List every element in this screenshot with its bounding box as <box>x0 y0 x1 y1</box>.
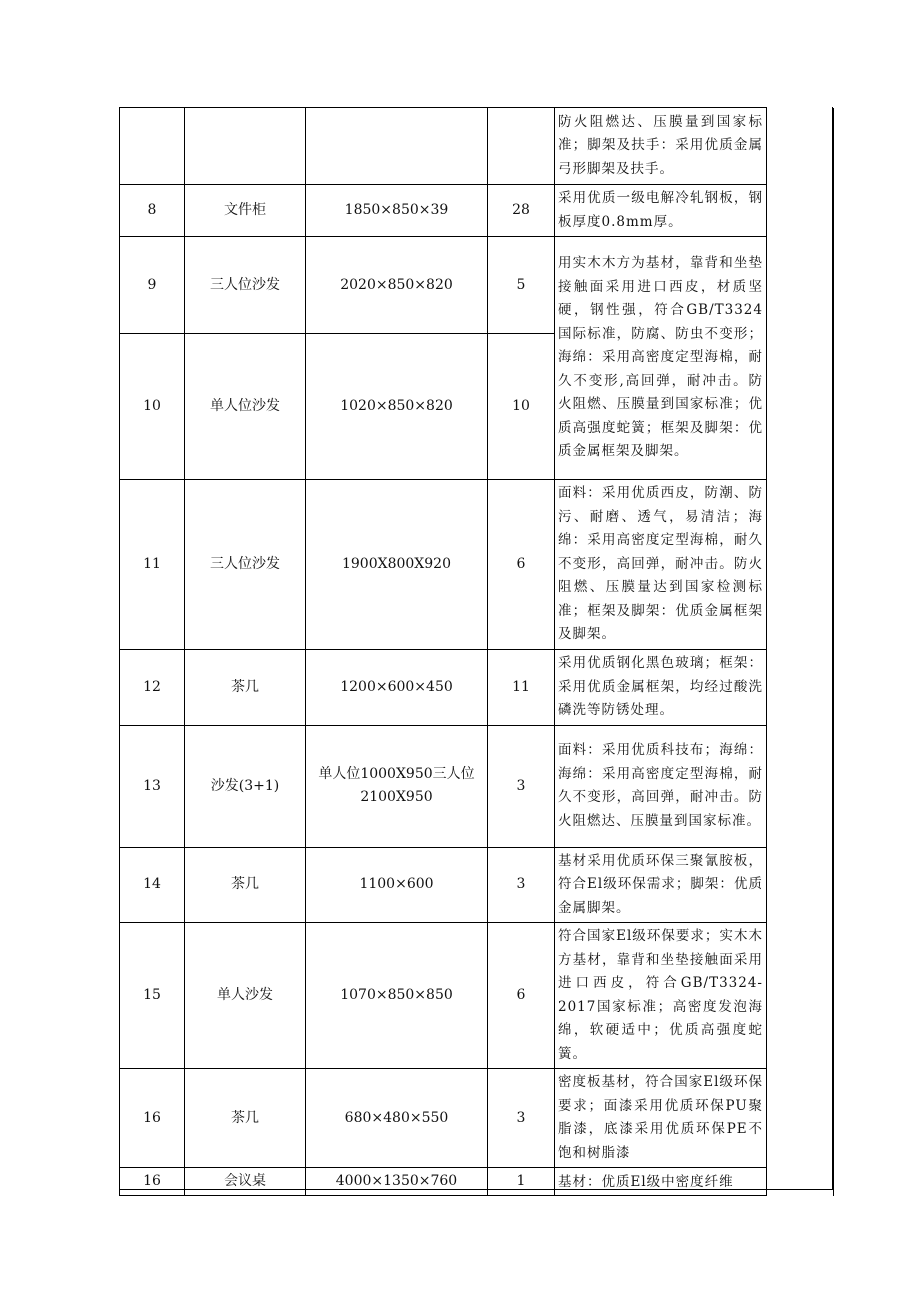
cell-qty: 3 <box>488 847 555 923</box>
table-row <box>120 237 834 334</box>
cell-desc: 面料：采用优质西皮，防潮、防污、耐磨、透气，易清洁；海绵：采用高密度定型海棉，耐久不变形，高回弹，耐冲击。防火阻燃、压膜量达到国家检测标准；框架及脚架：优质金属框架及脚架。 <box>555 480 767 650</box>
cell-name <box>185 108 306 185</box>
table-row <box>120 185 834 237</box>
cell-size: 1020×850×820 <box>306 334 488 480</box>
cell-extra <box>767 847 834 923</box>
cell-size: 单人位1000X950三人位2100X950 <box>306 725 488 847</box>
cell-desc: 符合国家El级环保要求；实木木方基材，靠背和坐垫接触面采用进口西皮，符合GB/T3324-2017国家标准；高密度发泡海绵，软硬适中；优质高强度蛇簧。 <box>555 923 767 1069</box>
cell-extra <box>767 108 834 185</box>
cell-extra <box>767 480 834 650</box>
cell-qty: 28 <box>488 185 555 237</box>
table-row <box>120 650 834 726</box>
cell-name: 单人沙发 <box>185 923 306 1069</box>
cell-name: 茶几 <box>185 650 306 726</box>
cell-extra <box>767 1069 834 1168</box>
cell-desc: 采用优质钢化黑色玻璃；框架：采用优质金属框架，均经过酸洗磷洗等防锈处理。 <box>555 650 767 726</box>
cell-name: 三人位沙发 <box>185 480 306 650</box>
cell-qty: 6 <box>488 480 555 650</box>
cell-size <box>306 108 488 185</box>
cell-size: 4000×1350×760 <box>306 1168 488 1196</box>
cell-no: 10 <box>120 334 185 480</box>
table-row <box>120 108 834 185</box>
cell-qty <box>488 108 555 185</box>
cell-qty: 10 <box>488 334 555 480</box>
cell-size: 1100×600 <box>306 847 488 923</box>
cell-no: 13 <box>120 725 185 847</box>
cell-qty: 5 <box>488 237 555 334</box>
cell-desc: 面料：采用优质科技布；海绵：海绵：采用高密度定型海棉，耐久不变形，高回弹，耐冲击。防火阻燃达、压膜量到国家标准。 <box>555 725 767 847</box>
cell-qty: 3 <box>488 725 555 847</box>
cell-name: 单人位沙发 <box>185 334 306 480</box>
cell-size: 1070×850×850 <box>306 923 488 1069</box>
cell-extra <box>767 185 834 237</box>
cell-no <box>120 108 185 185</box>
table-row <box>120 923 834 1069</box>
cell-size: 2020×850×820 <box>306 237 488 334</box>
cell-size: 1200×600×450 <box>306 650 488 726</box>
cell-desc: 采用优质一级电解冷轧钢板，钢板厚度0.8mm厚。 <box>555 185 767 237</box>
cell-name: 会议桌 <box>185 1168 306 1196</box>
cell-extra <box>767 923 834 1069</box>
cell-qty: 1 <box>488 1168 555 1196</box>
cell-desc: 用实木木方为基材，靠背和坐垫接触面采用进口西皮，材质坚硬，钢性强，符合GB/T3324国际标准，防腐、防虫不变形；海绵：采用高密度定型海棉，耐久不变形,高回弹，耐冲击。防火阻燃、压膜量到国家标准；优质高强度蛇簧；框架及脚架：优质金属框架及脚架。 <box>555 237 767 480</box>
cell-no: 12 <box>120 650 185 726</box>
cell-qty: 3 <box>488 1069 555 1168</box>
cell-name: 文件柜 <box>185 185 306 237</box>
table-row <box>120 480 834 650</box>
cell-no: 11 <box>120 480 185 650</box>
cell-name: 沙发(3+1) <box>185 725 306 847</box>
cell-desc: 密度板基材，符合国家El级环保要求；面漆采用优质环保PU聚脂漆，底漆采用优质环保PE不饱和树脂漆 <box>555 1069 767 1168</box>
cell-desc: 基材：优质El级中密度纤维 <box>555 1168 767 1196</box>
cell-name: 茶几 <box>185 1069 306 1168</box>
cell-no: 16 <box>120 1168 185 1196</box>
table-row <box>120 725 834 847</box>
cell-extra <box>767 1168 834 1196</box>
cell-no: 8 <box>120 185 185 237</box>
cell-size: 680×480×550 <box>306 1069 488 1168</box>
cell-name: 三人位沙发 <box>185 237 306 334</box>
cell-no: 16 <box>120 1069 185 1168</box>
cell-qty: 6 <box>488 923 555 1069</box>
cell-qty: 11 <box>488 650 555 726</box>
table-row <box>120 1069 834 1168</box>
table-row <box>120 847 834 923</box>
cell-desc: 防火阻燃达、压膜量到国家标准；脚架及扶手：采用优质金属弓形脚架及扶手。 <box>555 108 767 185</box>
cell-extra <box>767 237 834 480</box>
cell-extra <box>767 650 834 726</box>
cell-size: 1850×850×39 <box>306 185 488 237</box>
cell-no: 14 <box>120 847 185 923</box>
cell-no: 9 <box>120 237 185 334</box>
cell-desc: 基材采用优质环保三聚氰胺板，符合El级环保需求；脚架：优质金属脚架。 <box>555 847 767 923</box>
furniture-spec-table <box>119 107 834 1196</box>
cell-no: 15 <box>120 923 185 1069</box>
table-row <box>120 1168 834 1196</box>
cell-extra <box>767 725 834 847</box>
cell-name: 茶几 <box>185 847 306 923</box>
cell-size: 1900X800X920 <box>306 480 488 650</box>
